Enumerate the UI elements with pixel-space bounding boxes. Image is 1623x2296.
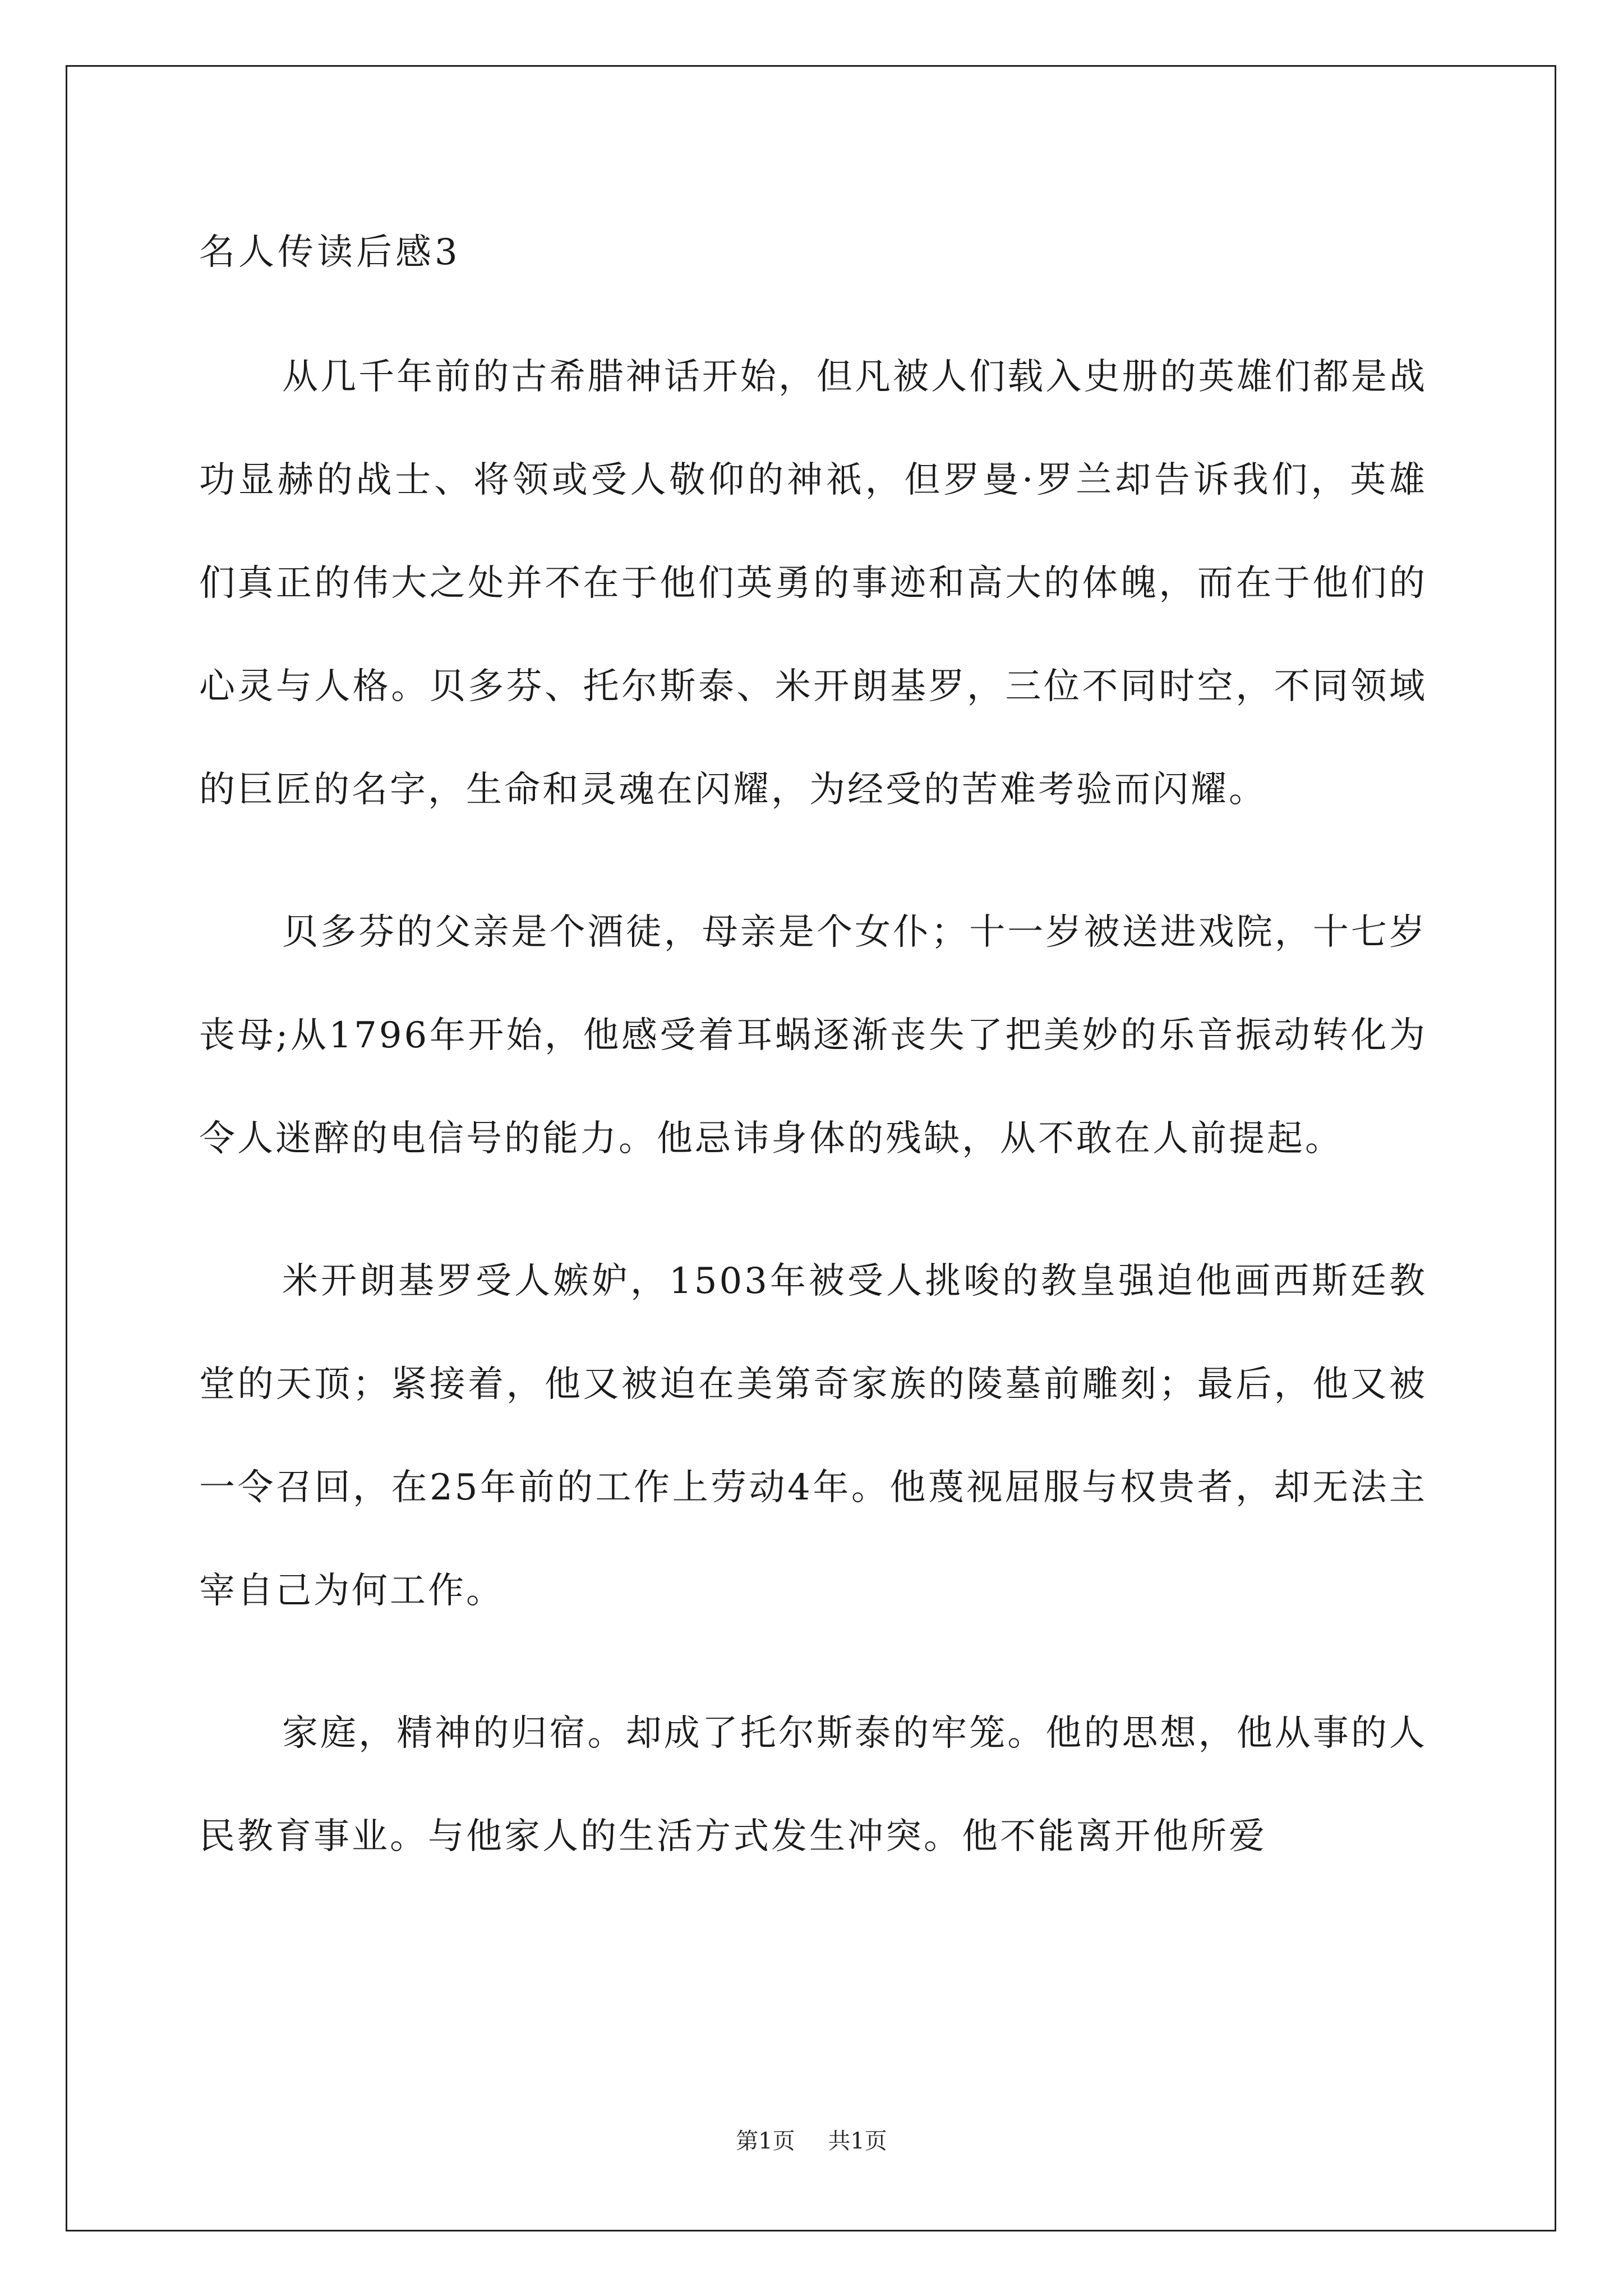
page-number: 第1页 bbox=[736, 2128, 795, 2154]
document-title: 名人传读后感3 bbox=[199, 232, 461, 273]
paragraph-2: 贝多芬的父亲是个酒徒，母亲是个女仆；十一岁被送进戏院，十七岁丧母;从1796年开始，他感受着耳蜗逐渐丧失了把美妙的乐音振动转化为令人迷醉的电信号的能力。他忌讳身体的残缺，从不敢在人前提起。 bbox=[199, 912, 1427, 1159]
paragraph-1: 从几千年前的古希腊神话开始，但凡被人们载入史册的英雄们都是战功显赫的战士、将领或受人敬仰的神祇，但罗曼·罗兰却告诉我们，英雄们真正的伟大之处并不在于他们英勇的事迹和高大的体魄，而在于他们的心灵与人格。贝多芬、托尔斯泰、米开朗基罗，三位不同时空，不同领域的巨匠的名字，生命和灵魂在闪耀，为经受的苦难考验而闪耀。 bbox=[199, 356, 1427, 811]
page-total: 共1页 bbox=[828, 2128, 887, 2154]
page-footer bbox=[0, 2123, 1623, 2155]
paragraph-3: 米开朗基罗受人嫉妒，1503年被受人挑唆的教皇强迫他画西斯廷教堂的天顶；紧接着，他又被迫在美第奇家族的陵墓前雕刻；最后，他又被一令召回，在25年前的工作上劳动4年。他蔑视屈服与权贵者，却无法主宰自己为何工作。 bbox=[199, 1260, 1427, 1612]
document-body bbox=[199, 219, 1427, 1888]
paragraph-4: 家庭，精神的归宿。却成了托尔斯泰的牢笼。他的思想，他从事的人民教育事业。与他家人的生活方式发生冲突。他不能离开他所爱 bbox=[199, 1713, 1427, 1857]
